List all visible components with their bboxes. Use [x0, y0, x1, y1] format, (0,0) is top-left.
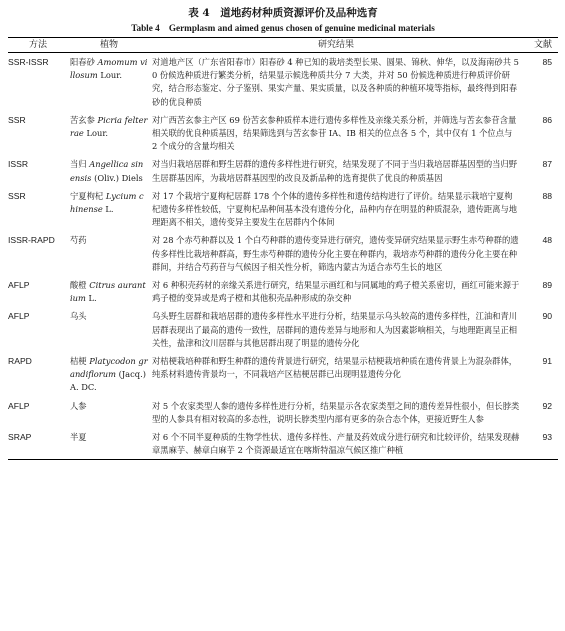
table-caption-en: Table 4 Germplasm and aimed genus chosen of genuine medicinal materials — [131, 23, 435, 33]
method-cell: ISSR-RAPD — [8, 235, 55, 246]
plant-name-cn: 半夏 — [70, 432, 87, 443]
plant-cell — [68, 231, 150, 276]
header-method: 方法 — [8, 38, 68, 53]
result-cell: 对桔梗栽培种群和野生种群的遗传背景进行研究，结果显示桔梗栽培种质在遗传背景上为混杂群体，纯系材料遗传背景均一，不同栽培产区桔梗居群已出现明显遗传分化 — [152, 356, 518, 380]
reference-cell: 91 — [542, 356, 552, 367]
plant-cell — [68, 155, 150, 186]
header-ref: 文献 — [522, 38, 558, 53]
plant-name-cn: 桔梗 — [70, 356, 87, 367]
result-cell: 乌头野生居群和栽培居群的遗传多样性水平进行分析，结果显示乌头较高的遗传多样性，江油和青川居群表现出了最高的遗传一致性，居群间的遗传差异与地形和人为因素影响相关，与地理距离呈正相关性，盐津和汶川居群与其他居群出现了明显的遗传分化 — [152, 311, 518, 348]
plant-author: L. — [88, 293, 97, 304]
method-cell: SSR-ISSR — [8, 57, 49, 67]
reference-cell: 88 — [542, 190, 552, 201]
plant-name-latin: Picria felterrae — [70, 114, 148, 139]
table-row — [8, 307, 558, 352]
plant-name-latin: Platycodon grandiflorum — [70, 356, 148, 380]
plant-author: L. — [105, 204, 114, 215]
reference-cell: 93 — [522, 428, 558, 460]
table-row — [8, 428, 558, 460]
result-cell: 对 17 个栽培宁夏枸杞居群 178 个个体的遗传多样性和遗传结构进行了评价。结果显示栽培宁夏枸杞遗传多样性较低，宁夏枸杞品种间基本没有遗传分化，品种内存在明显的种质混杂，遗传距离与地理距离不相关，遗传变异主要发生在居群内个体间 — [152, 190, 518, 228]
reference-cell: 85 — [542, 57, 552, 67]
reference-cell: 48 — [542, 235, 552, 246]
table-row — [8, 276, 558, 307]
table-body — [8, 53, 558, 460]
method-cell: AFLP — [8, 280, 30, 291]
plant-cell — [68, 428, 150, 460]
result-cell: 对当归栽培居群和野生居群的遗传多样性进行研究，结果发现了不同于当归栽培居群基因型的当归野生居群基因库，为栽培居群基因型的改良及新品种的选育提供了优良的种质基因 — [152, 159, 518, 183]
method-cell: AFLP — [8, 400, 30, 411]
method-cell: SSR — [8, 190, 26, 201]
plant-name-latin: Citrus aurantium — [70, 280, 146, 304]
plant-name-cn: 芍药 — [70, 235, 87, 246]
plant-author: Lour. — [86, 128, 109, 139]
table-container — [8, 0, 558, 460]
plant-cell — [68, 307, 150, 352]
plant-name-latin: Amomum villosum — [70, 57, 148, 81]
plant-name-latin: Lycium chinense — [70, 190, 144, 215]
plant-name-latin: Angellica sinensis — [70, 159, 144, 183]
method-cell: SRAP — [8, 428, 68, 460]
reference-cell: 92 — [542, 400, 552, 411]
header-row — [8, 38, 558, 53]
header-result: 研究结果 — [150, 38, 522, 53]
plant-cell — [68, 53, 150, 111]
method-cell: SSR — [8, 114, 26, 125]
result-cell: 对 6 个不同半夏种质的生物学性状、遗传多样性、产量及药效成分进行研究和比较评价，结果发现赫章黑麻芋、赫章白麻芋 2 个资源最适宜在喀斯特温凉气候区推广种植 — [150, 428, 522, 460]
reference-cell: 87 — [542, 159, 552, 170]
result-cell: 对广西苦玄参主产区 69 份苦玄参种质样本进行遗传多样性及亲缘关系分析，并筛选与苦玄参苷含量相关联的优良种质基因，结果筛选到与苦玄参苷 IA、IB 相关的位点各 5 个，其中仅有 1 个位点与 2 个成分的含量均相关 — [152, 114, 517, 152]
header-plant: 植物 — [68, 38, 150, 53]
method-cell: RAPD — [8, 356, 32, 367]
plant-name-cn: 酸橙 — [70, 280, 87, 291]
method-cell: ISSR — [8, 159, 29, 170]
plant-name-cn: 当归 — [70, 159, 87, 170]
method-cell: AFLP — [8, 311, 30, 322]
plant-author: (Oliv.) Diels — [94, 172, 143, 183]
plant-cell — [68, 397, 150, 428]
table-row — [8, 397, 558, 428]
plant-name-cn: 宁夏枸杞 — [70, 190, 104, 201]
plant-name-cn: 乌头 — [70, 311, 87, 322]
germplasm-table — [8, 37, 558, 460]
reference-cell: 89 — [542, 280, 552, 291]
table-row — [8, 111, 558, 156]
plant-cell — [68, 276, 150, 307]
table-row — [8, 187, 558, 232]
table-row — [8, 231, 558, 276]
plant-author: (Jacq.) A. DC. — [70, 369, 146, 393]
result-cell: 对道地产区（广东省阳春市）阳春砂 4 种已知的栽培类型长果、圆果、锦秋、伸华，以及海南砂共 50 份候选种质进行繁类分析，结果显示候选种质共分 7 大类，并对 50 份候选种质进行种质评价研究，结合形态鉴定、分子鉴别、果实产量、果实质量，以及各种质的种植环境等指标，最终得到阳春砂的优良种质 — [152, 57, 519, 107]
plant-name-cn: 阳春砂 — [70, 57, 95, 67]
table-caption-cn: 表 4 道地药材种质资源评价及品种选育 — [188, 7, 378, 19]
reference-cell: 90 — [542, 311, 552, 322]
reference-cell: 86 — [542, 114, 552, 125]
result-cell: 对 5 个农家类型人参的遗传多样性进行分析，结果显示各农家类型之间的遗传差异性很小，但长脖类型的人参具有相对较高的多态性，说明长脖类型内部有更多的杂合态个体，更接近野生人参 — [152, 400, 520, 424]
table-row — [8, 155, 558, 186]
table-row — [8, 53, 558, 111]
plant-cell — [68, 187, 150, 232]
plant-cell — [68, 111, 150, 156]
result-cell: 对 6 种积壳药材的亲缘关系进行研究，结果显示画红和与同属地的鸡子橙关系密切，画红可能来源于鸡子橙的变异或是鸡子橙和其他积壳品种形成的杂交种 — [152, 280, 520, 304]
plant-name-cn: 人参 — [70, 400, 87, 411]
table-row — [8, 352, 558, 397]
plant-cell — [68, 352, 150, 397]
result-cell: 对 28 个赤芍种群以及 1 个白芍种群的遗传变异进行研究，遗传变异研究结果显示野生赤芍种群的遗传多样性比栽培种群高，野生赤芍种群的遗传分化主要在种群内，栽培赤芍种群的遗传分化主要在种群间，并结合芍药苷与气候因子相关性分析，筛选内蒙古为适合赤芍生长的地区 — [152, 235, 519, 272]
plant-author: Lour. — [100, 70, 122, 81]
plant-name-cn: 苦玄参 — [70, 114, 95, 125]
